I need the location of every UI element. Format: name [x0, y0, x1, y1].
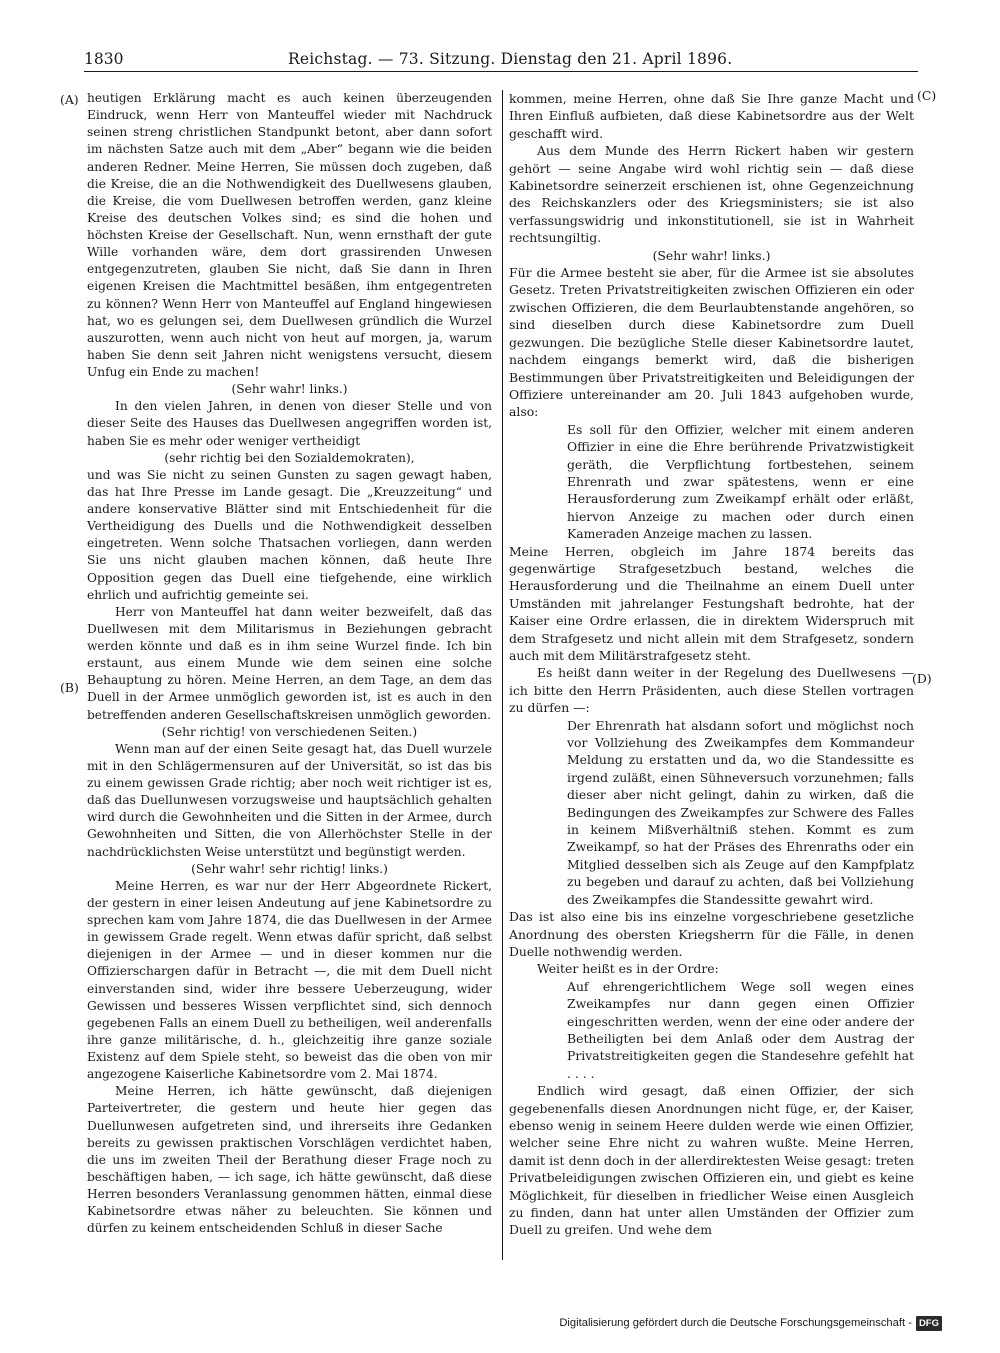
- paragraph: kommen, meine Herren, ohne daß Sie Ihre ganze Macht und Ihren Einfluß aufbieten, daß diese Kabinetsordre aus der Welt geschafft wird.: [509, 91, 914, 141]
- column-divider: [502, 90, 503, 1260]
- interjection: (Sehr wahr! links.): [652, 247, 771, 263]
- paragraph: Meine Herren, es war nur der Herr Abgeordnete Rickert, der gestern in einer leisen Andeutung auf jene Kabinetsordre zu sprechen kam vom Jahre 1874, die das Duellwesen in der Armee in gewissem Grade regelt. Wenn etwas dafür spricht, daß selbst diejenigen in der Armee — und in dieser kommen nur die Offizierschargen dafür in Betracht —, die mit dem Duell nicht einverstanden sind, wider ihre bessere Ueberzeugung, wider Gewissen und besseres Wissen verpflichtet sind, sich dennoch gegebenen Falls an einem Duell zu betheiligen, weil anderenfalls ihre ganze militärische, d. h., gleichzeitig ihre ganze soziale Existenz auf dem Spiele steht, so beweist das die oben von mir angezogene Kaiserliche Kabinetsordre vom 2. Mai 1874.: [87, 878, 492, 1082]
- interjection: (Sehr richtig! von verschiedenen Seiten.): [161, 724, 418, 739]
- paragraph: Aus dem Munde des Herrn Rickert haben wir gestern gehört — seine Angabe wird wohl richtig sein — daß diese Kabinetsordre seinerzeit erschienen ist, ohne Gegenzeichnung des Reichskanzlers oder des Kriegsministers; sie ist also verfassungswidrig und inkonstitutionell, sie ist in Wahrheit rechtsungiltig.: [509, 143, 914, 246]
- margin-label-b: (B): [60, 680, 79, 695]
- paragraph: Herr von Manteuffel hat dann weiter bezweifelt, daß das Duellwesen mit dem Militarismus in Beziehungen gebracht werden könnte und daß es in ihm seine Wurzel finde. Ich bin erstaunt, aus einem Munde wie dem seinen eine solche Behauptung zu hören. Meine Herren, an dem Tage, an dem das Duell in der Armee unmöglich geworden ist, ist es auch in den betreffenden anderen Gesellschaftskreisen unmöglich geworden.: [87, 604, 492, 722]
- paragraph: Meine Herren, ich hätte gewünscht, daß diejenigen Parteivertreter, die gestern und heute hier gegen das Duellunwesen aufgetreten sind, und ihrerseits ihre Gedanken bereits zu gewissen praktischen Vorschlägen verdichtet haben, die uns im zweiten Theil der Berathung dieser Frage noch zu beschäftigen haben, — ich sage, ich hätte gewünscht, daß diese Herren besonders Veranlassung genommen hätten, einmal diese Kabinetsordre etwas näher zu beleuchten. Sie können und dürfen zu keinem entscheidenden Schluß in dieser Sache: [87, 1084, 492, 1236]
- quotation: Der Ehrenrath hat alsdann sofort und möglichst noch vor Vollziehung des Zweikampfes dem Kommandeur Meldung zu erstatten und da, wo die Standessitte es irgend zuläßt, einen Sühneversuch vorzunehmen; falls dieser aber nicht gelingt, dahin zu wirken, daß die Bedingungen des Zweikampfes zur Schwere des Falles in keinem Mißverhältniß stehen. Kommt es zum Zweikampf, so hat der Präses des Ehrenraths oder ein Mitglied desselben sich als Zeuge auf den Kampfplatz zu begeben und darauf zu achten, daß bei Vollziehung des Zweikampfes die Standessitte gewahrt wird.: [567, 717, 914, 907]
- margin-label-c: (C): [917, 88, 937, 103]
- paragraph: Es heißt dann weiter in der Regelung des Duellwesens — ich bitte den Herrn Präsidenten, auch diese Stellen vortragen zu dürfen —:: [509, 665, 914, 716]
- margin-label-d: (D): [912, 671, 932, 686]
- paragraph: Wenn man auf der einen Seite gesagt hat, das Duell wurzele mit in den Schlägermensuren auf der Universität, so ist das bis zu einem gewissen Grade richtig; aber noch weit richtiger ist es, daß das Duellunwesen vorzugsweise und hauptsächlich gehalten wird durch die Gewohnheiten und die Sitten in der Armee, durch Gewohnheiten und Sitten, die von Allerhöchster Stelle in der nachdrücklichsten Weise unterstützt und begünstigt werden.: [87, 741, 492, 859]
- paragraph: Das ist also eine bis ins einzelne vorgeschriebene gesetzliche Anordnung des obersten Kriegsherrn für die Fälle, in denen Duelle nothwendig werden.: [509, 909, 914, 959]
- paragraph: Meine Herren, obgleich im Jahre 1874 bereits das gegenwärtige Strafgesetzbuch bestand, welches die Herausforderung und die Theilnahme an einem Duell unter Umständen mit jahrelanger Festungshaft bedrohte, hat der Kaiser eine Ordre erlassen, die in direktem Widerspruch mit dem Strafgesetz und nicht allein mit dem Strafgesetz, sondern auch mit dem Militärstrafgesetz steht.: [509, 543, 914, 663]
- running-title: Reichstag. — 73. Sitzung. Dienstag den 21. April 1896.: [288, 50, 733, 68]
- paragraph: heutigen Erklärung macht es auch keinen überzeugenden Eindruck, wenn Herr von Manteuffel wieder mit Nachdruck seinen streng christlichen Standpunkt betont, aber dann sofort im nächsten Satze auch mit dem „Aber“ begann wie die beiden anderen Redner. Meine Herren, Sie müssen doch zugeben, daß die Kreise, die an die Nothwendigkeit des Duellwesens glauben, die Kreise, die vom Duellwesen betroffen werden, ganz kleine Kreise des deutschen Volkes sind; es sind die hohen und höchsten Kreise der Gesellschaft. Nun, wenn ernsthaft der gute Wille vorhanden wäre, dem dort grassirenden Unwesen entgegenzutreten, glauben Sie nicht, daß Sie dann in Ihren eigenen Kreisen die Machtmittel besäßen, ihm entgegentreten zu können? Wenn Herr von Manteuffel auf England hingewiesen hat, wo es gelungen sei, dem Duellwesen gründlich die Wurzel auszurotten, wenn auch nicht von heut auf morgen, ja, warum haben Sie denn seit Jahren nicht wenigstens versucht, diesem Unfug ein Ende zu machen!: [87, 91, 492, 379]
- right-column: [509, 90, 914, 1239]
- credit-text: Digitalisierung gefördert durch die Deutsche Forschungsgemeinschaft -: [559, 1317, 912, 1329]
- interjection: (sehr richtig bei den Sozialdemokraten),: [164, 450, 415, 465]
- interjection: (Sehr wahr! sehr richtig! links.): [191, 861, 388, 876]
- paragraph: Endlich wird gesagt, daß einen Offizier, der sich gegebenenfalls diesen Anordnungen nicht füge, er, der Kaiser, ebenso wenig in seinem Heere dulden werde wie einen Offizier, welcher seine Ehre nicht zu wahren wußte. Meine Herren, damit ist denn doch in der allerdirektesten Weise gesagt: treten Privatbeleidigungen zwischen Offizieren ein, und giebt es keine Möglichkeit, für dieselben in friedlicher Weise einen Ausgleich zu finden, dann hat unter allen Umständen der Offizier zum Duell zu greifen. Und wehe dem: [509, 1083, 914, 1238]
- quotation: Es soll für den Offizier, welcher mit einem anderen Offizier in eine die Ehre berührende Privatzwistigkeit geräth, die Verpflichtung fortbestehen, seinem Ehrenrath und zwar spätestens, wenn er eine Herausforderung zum Zweikampf erhält oder erläßt, hiervon Anzeige zu machen oder durch einen Kameraden Anzeige machen zu lassen.: [567, 421, 914, 542]
- dfg-logo: DFG: [916, 1316, 942, 1331]
- page-number: 1830: [84, 50, 124, 68]
- digitization-credit: [559, 1315, 942, 1331]
- header-rule: [84, 71, 918, 72]
- paragraph: In den vielen Jahren, in denen von dieser Stelle und von dieser Seite des Hauses das Duellwesen angegriffen worden ist, haben Sie es mehr oder weniger vertheidigt: [87, 399, 492, 448]
- page-header: [84, 48, 918, 70]
- paragraph: Für die Armee besteht sie aber, für die Armee ist sie absolutes Gesetz. Treten Privatstreitigkeiten zwischen Offizieren ein oder zwischen Offizieren, die dem Beurlaubtenstande angehören, so sind dieselben durch diese Kabinetsordre zum Duell gezwungen. Die bezügliche Stelle dieser Kabinetsordre lautet, nachdem eingangs bemerkt wird, daß die bisherigen Bestimmungen über Privatstreitigkeiten und Beleidigungen der Offiziere untereinander am 20. Juli 1843 aufgehoben wurde, also:: [509, 265, 914, 420]
- quotation: Auf ehrengerichtlichem Wege soll wegen eines Zweikampfes nur dann gegen einen Offizier eingeschritten werden, wenn der eine oder andere der Betheiligten bei dem Anlaß oder dem Austrag der Privatstreitigkeiten gegen die Standesehre gefehlt hat . . . .: [567, 978, 914, 1081]
- paragraph: Weiter heißt es in der Ordre:: [537, 961, 719, 977]
- margin-label-a: (A): [60, 92, 79, 107]
- left-column: [87, 90, 492, 1237]
- paragraph: und was Sie nicht zu seinen Gunsten zu sagen gewagt haben, das hat Ihre Presse im Lande gesagt. Die „Kreuzzeitung“ und andere konservative Blätter sind mit Entschiedenheit für die Vertheidigung des Duells und die Nothwendigkeit desselben eingetreten. Wenn solche Thatsachen vorliegen, dann werden Sie uns nicht glauben machen können, daß heute Ihre Opposition gegen das Duell eine tiefgehende, eine wirklich ehrlich und aufrichtig gemeinte sei.: [87, 467, 492, 602]
- interjection: (Sehr wahr! links.): [231, 382, 348, 397]
